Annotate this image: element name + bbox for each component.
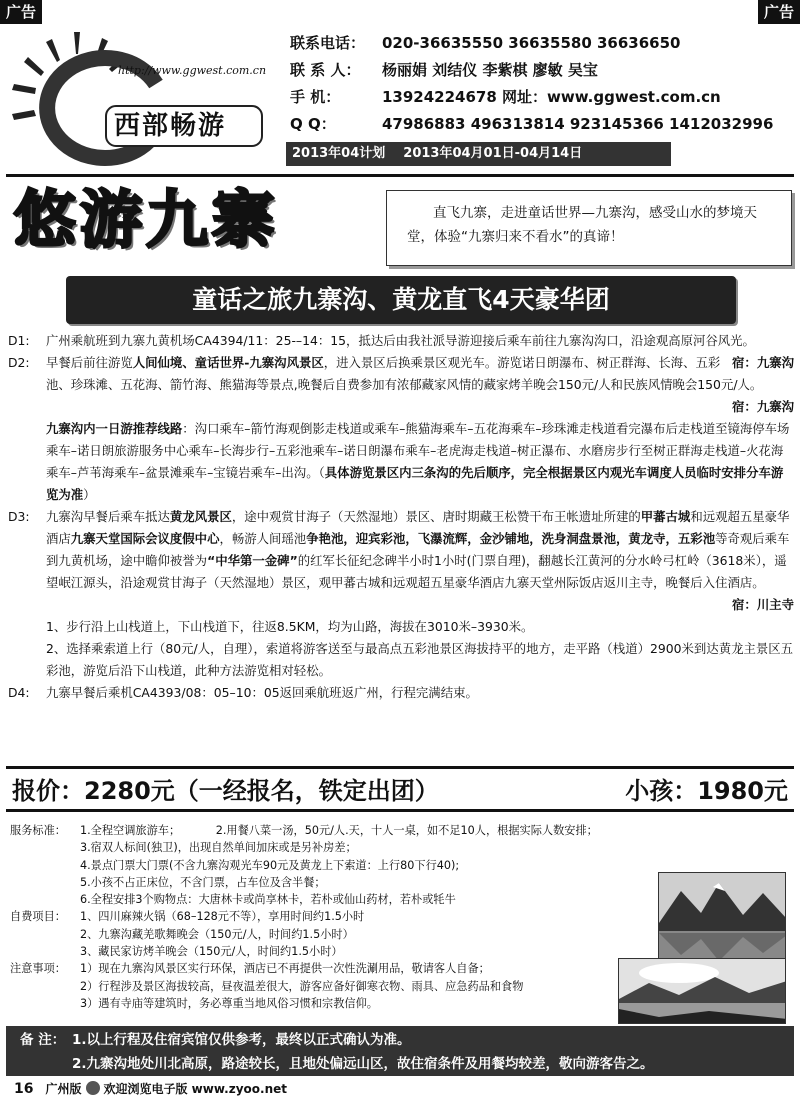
contact-info: [290, 30, 798, 138]
list-item: 1）现在九寨沟风景区实行环保，酒店已不再提供一次性洗涮用品，敬请客人自备；: [80, 962, 490, 976]
day-4: [8, 682, 794, 704]
cautions-label: 注意事项：: [10, 962, 66, 976]
day-text: 九寨早餐后乘机CA4393/08：05–10：05返回乘航班返广州，行程完满结束。: [46, 685, 478, 700]
intro-box: 直飞九寨，走进童话世界—九寨沟，感受山水的梦境天堂，体验“九寨归来不看水”的真谛！: [386, 190, 792, 266]
plan-bar: [286, 142, 671, 166]
ad-label-right: 广告: [758, 0, 800, 24]
logo-brand: 西部畅游: [114, 111, 227, 141]
valley-lake-photo-icon: [619, 959, 786, 1024]
logo-url: http://www.ggwest.com.cn: [118, 64, 267, 77]
lake-photo: [658, 872, 786, 960]
day-label: D3:: [8, 509, 30, 524]
plan-label: 2013年04计划: [292, 146, 386, 161]
list-item: 5.小孩不占正床位，不含门票，占车位及含半餐；: [80, 875, 326, 889]
plan-dates: 2013年04月01日-04月14日: [403, 146, 583, 161]
day-label: D2:: [8, 355, 30, 370]
service-standard: [10, 822, 650, 908]
edition-label: 广州版: [45, 1082, 82, 1096]
service-label: 服务标准：: [10, 824, 66, 837]
big-title: 悠游九寨: [14, 183, 279, 256]
contact-row-person: 联 系 人： 杨丽娟 刘结仪 李紫棋 廖敏 吴宝: [290, 61, 598, 79]
price-child: 小孩：1980元: [625, 777, 788, 805]
list-item: 3）遇有寺庙等建筑时，务必尊重当地风俗习惯和宗教信仰。: [80, 996, 378, 1010]
remark-label: 备 注：: [20, 1032, 66, 1048]
route-title: 童话之旅九寨沟、黄龙直飞4天豪华团: [66, 276, 736, 324]
mountain-lake-photo-icon: [659, 873, 786, 960]
itinerary: [8, 330, 794, 704]
sun-logo-icon: [6, 24, 276, 172]
price-adult: 报价：2280元（一经报名，铁定出团）: [12, 777, 439, 805]
list-item: 3、藏民家访烤羊晚会（150元/人，时间约1.5小时）: [80, 945, 343, 959]
list-item: 2）行程涉及景区海拔较高，昼夜温差很大，游客应备好御寒衣物、雨具、应急药品和食物: [80, 979, 524, 993]
self-pay-label: 自费项目：: [10, 910, 66, 924]
remark-row-1: 备 注： 1.以上行程及住宿宾馆仅供参考，最终以正式确认为准。: [20, 1028, 794, 1052]
footer-text: 欢迎浏览电子版 www.zyoo.net: [103, 1082, 287, 1096]
contact-row-phone: 联系电话： 020-36635550 36635580 36636650: [290, 34, 681, 52]
list-item: 6.全程安排3个购物点：大唐林卡或尚享林卡，若朴或仙山药材，若朴或牦牛: [80, 893, 456, 907]
cautions: [10, 960, 650, 1012]
day-3: D3: 九寨沟早餐后乘车抵达黄龙风景区，途中观赏甘海子（天然湿地）景区、唐时期藏王松赞干布王帐遗址所建的甲蕃古城和远观超五星豪华酒店九寨天堂国际会议度假中心，畅游人间瑶池争艳池，迎宾彩池，飞瀑流辉，金沙铺地，洗身洞盘景池，黄龙寺，五彩池等奇观后乘车到九黄机场，途中瞻仰被誉为“中华第一金碑”的红军长征纪念碑半小时1小时(门票自理)，翻越长江黄河的分水岭弓杠岭（3618米），遥望岷江源头，沿途观赏甘海子（天然湿地）景区，观甲蕃古城和远观超五星豪华酒店九寨天堂州际饭店返川主寺，晚餐后入住酒店。 宿：川主寺 1、步行沿上山栈道上，下山栈道下，往返8.5KM，均为山路，海拔在3010米–3930米。 2、选择乘索道上行（80元/人，自理），索道将游客送至与最高点五彩池景区海拔持平的地方，走平路（栈道）2900米到达黄龙主景区五彩池，游览后沿下山栈道，此种方法游览相对轻松。: [8, 506, 794, 682]
contact-row-qq: Q Q： 47986883 496313814 923145366 1412032996: [290, 115, 774, 133]
ad-label-left: 广告: [0, 0, 42, 24]
header: [6, 24, 794, 172]
day-stay: 宿：川主寺: [732, 597, 794, 612]
remark-row-2: 2.九寨沟地处川北高原，路途较长，且地处偏远山区，故住宿条件及用餐均较差，敬向游客告之。: [72, 1056, 654, 1072]
list-item: 1、四川麻辣火锅（68–128元不等），享用时间约1.5小时: [80, 910, 365, 924]
day-stay: 宿：九寨沟: [732, 399, 794, 414]
badge-icon: [86, 1081, 100, 1095]
valley-photo: [618, 958, 786, 1024]
contact-row-mobile: 手 机： 13924224678 网址：www.ggwest.com.cn: [290, 88, 721, 106]
day-label: D4:: [8, 685, 30, 700]
page-number: 16: [14, 1081, 34, 1097]
notes: [10, 822, 650, 1012]
list-item: 4.景点门票大门票(不含九寨沟观光车90元及黄龙上下索道：上行80下行40);: [80, 858, 460, 872]
recommended-route: 九寨沟内一日游推荐线路：沟口乘车–箭竹海观倒影走栈道或乘车–熊猫海乘车–五花海乘车–珍珠滩走栈道看完瀑布后走栈道至镜海停车场乘车–诺日朗旅游服务中心乘车–长海步行–五彩池乘车–诺日朗瀑布乘车–老虎海走栈道–树正瀑布、水磨房步行至树正群海走栈道–火花海乘车–芦苇海乘车–盆景滩乘车–宝镜岩乘车–出沟。（具体游览景区内三条沟的先后顺序，完全根据景区内观光车调度人员临时安排分车游览为准）: [46, 421, 790, 502]
header-divider: [6, 174, 794, 177]
day-label: D1:: [8, 333, 30, 348]
list-item: 3.宿双人标间(独卫)，出现自然单间加床或是另补房差；: [80, 841, 357, 855]
list-item: 2、九寨沟藏羌歌舞晚会（150元/人，时间约1.5小时）: [80, 927, 354, 941]
company-logo: [6, 24, 276, 172]
remark-bar: [6, 1026, 794, 1076]
day-stay: 宿：九寨沟: [732, 355, 794, 370]
day-text: 广州乘航班到九寨九黄机场CA4394/11：25-–14：15，抵达后由我社派导游迎接后乘车前往九寨沟沟口，沿途观高原河谷风光。: [46, 333, 755, 348]
day-3-option-1: 1、步行沿上山栈道上，下山栈道下，往返8.5KM，均为山路，海拔在3010米–3930米。: [46, 619, 534, 634]
footer: [14, 1081, 287, 1097]
list-item: 1.全程空调旅游车； 2.用餐八菜一汤，50元/人.天，十人一桌，如不足10人，根据实际人数安排；: [80, 824, 598, 837]
day-2: D2: 早餐后前往游览人间仙境、童话世界-九寨沟风景区，进入景区后换乘景区观光车。游览诺日朗瀑布、树正群海、长海、五彩池、珍珠滩、五花海、箭竹海、熊猫海等景点,晚餐后自费参加有浓郁藏家风情的藏家烤羊晚会150元/人和民族风情晚会150元/人。 宿：九寨沟 九寨沟内一日游推荐线路：沟口乘车–箭竹海观倒影走栈道或乘车–熊猫海乘车–五花海乘车–珍珠滩走栈道看完瀑布后走栈道至镜海停车场乘车–诺日朗旅游服务中心乘车–长海步行–五彩池乘车–诺日朗瀑布乘车–老虎海走栈道–树正瀑布、水磨房步行至树正群海走栈道–火花海乘车–芦苇海乘车–盆景滩乘车–宝镜岩乘车–出沟。（具体游览景区内三条沟的先后顺序，完全根据景区内观光车调度人员临时安排分车游览为准）: [8, 352, 794, 506]
day-3-option-2: 2、选择乘索道上行（80元/人，自理），索道将游客送至与最高点五彩池景区海拔持平的地方，走平路（栈道）2900米到达黄龙主景区五彩池，游览后沿下山栈道，此种方法游览相对轻松。: [46, 641, 794, 678]
self-pay-items: [10, 908, 650, 960]
price-bar: [6, 766, 794, 812]
